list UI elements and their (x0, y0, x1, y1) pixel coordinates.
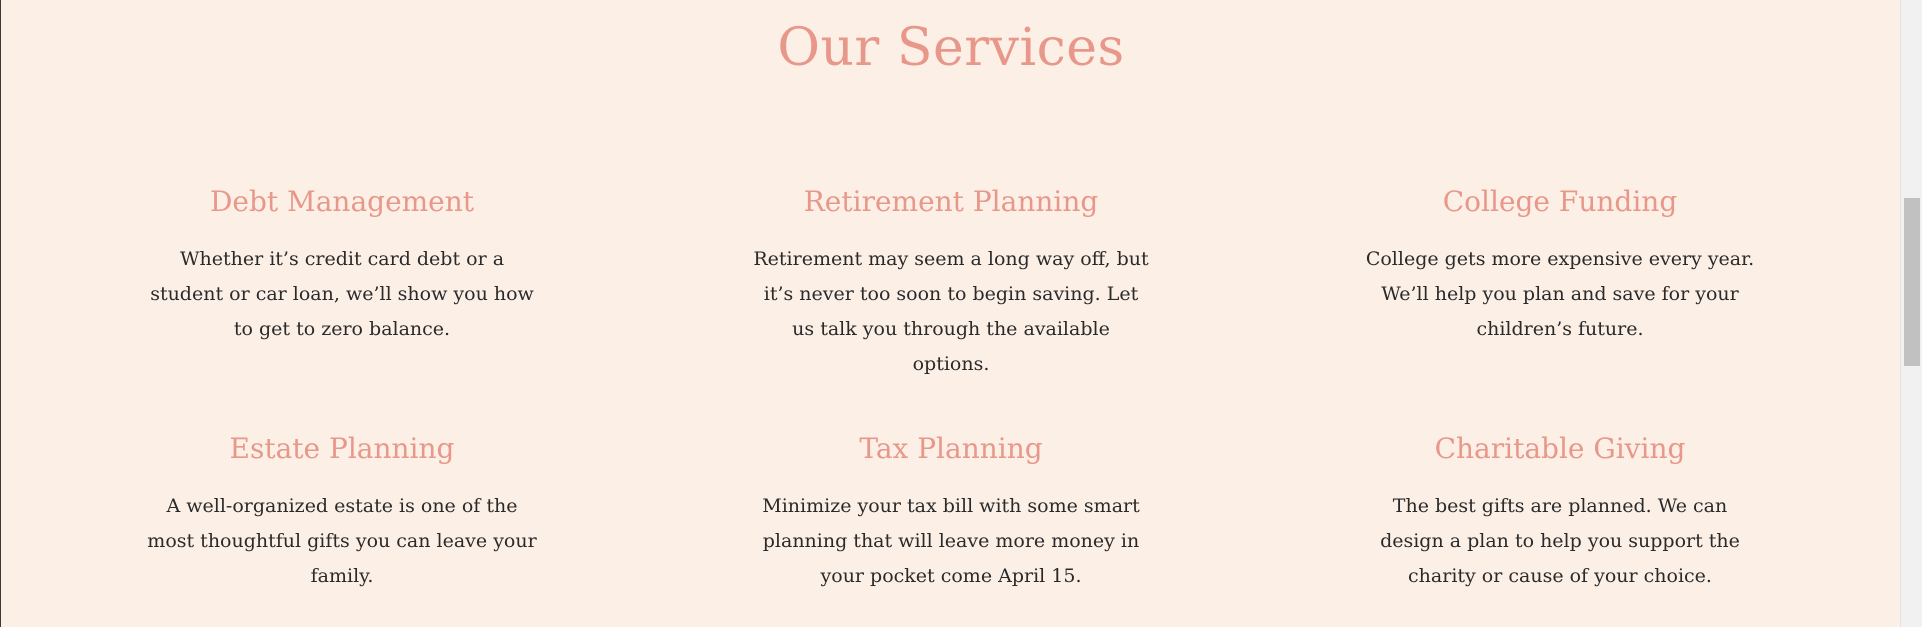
service-description: A well-organized estate is one of the most thoughtful gifts you can leave your family. (147, 495, 537, 587)
service-card-estate-planning (132, 431, 552, 594)
service-card-charitable-giving (1350, 431, 1770, 594)
vertical-scrollbar[interactable] (1900, 0, 1922, 627)
service-title: Debt Management (209, 185, 475, 218)
service-title: Retirement Planning (803, 185, 1099, 218)
service-card-retirement-planning (741, 184, 1161, 382)
service-card-college-funding (1350, 184, 1770, 347)
service-card-debt-management (132, 184, 552, 347)
service-title: Charitable Giving (1434, 432, 1686, 465)
service-description: Minimize your tax bill with some smart planning that will leave more money in your pocket come April 15. (762, 495, 1140, 587)
service-card-tax-planning (741, 431, 1161, 594)
service-description: Whether it’s credit card debt or a student or car loan, we’ll show you how to get to zero balance. (150, 248, 534, 340)
service-description: College gets more expensive every year. We’ll help you plan and save for your children’s future. (1365, 248, 1755, 340)
service-title: Tax Planning (859, 432, 1043, 465)
service-description: The best gifts are planned. We can design a plan to help you support the charity or cause of your choice. (1380, 495, 1740, 587)
section-title: Our Services (777, 18, 1125, 78)
scrollbar-thumb[interactable] (1904, 198, 1920, 366)
service-title: College Funding (1442, 185, 1678, 218)
service-description: Retirement may seem a long way off, but it’s never too soon to begin saving. Let us talk you through the available options. (753, 248, 1149, 375)
service-title: Estate Planning (229, 432, 455, 465)
